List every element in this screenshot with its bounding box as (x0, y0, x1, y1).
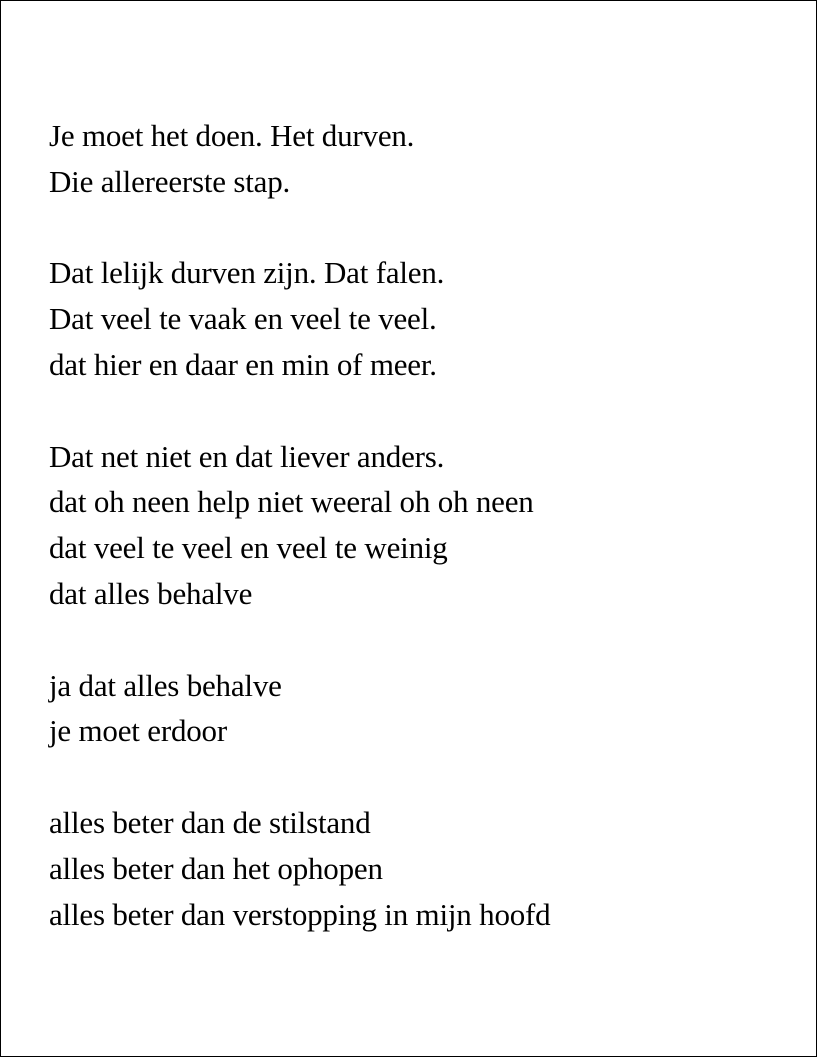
poem-line: Dat lelijk durven zijn. Dat falen. (49, 255, 445, 291)
stanza-5 (49, 800, 789, 937)
poem-line: alles beter dan de stilstand (49, 804, 371, 840)
poem-line: Dat net niet en dat liever anders. (49, 438, 445, 474)
poem-line: dat alles behalve (49, 575, 253, 611)
poem-line: je moet erdoor (49, 713, 227, 749)
poem-line: Dat veel te vaak en veel te veel. (49, 301, 437, 337)
poem-line: alles beter dan verstopping in mijn hoofd (49, 896, 551, 932)
poem-line: dat veel te veel en veel te weinig (49, 530, 448, 566)
poem-line: dat oh neen help niet weeral oh oh neen (49, 484, 534, 520)
poem-line: alles beter dan het ophopen (49, 850, 383, 886)
stanza-2 (49, 250, 789, 387)
stanza-4 (49, 663, 789, 755)
stanza-1 (49, 113, 789, 205)
poem-line: ja dat alles behalve (49, 667, 282, 703)
poem-line: Je moet het doen. Het durven. (49, 118, 415, 153)
poem (49, 113, 789, 937)
poem-line: Die allereerste stap. (49, 163, 291, 199)
stanza-3 (49, 434, 789, 617)
poem-line: dat hier en daar en min of meer. (49, 346, 437, 382)
